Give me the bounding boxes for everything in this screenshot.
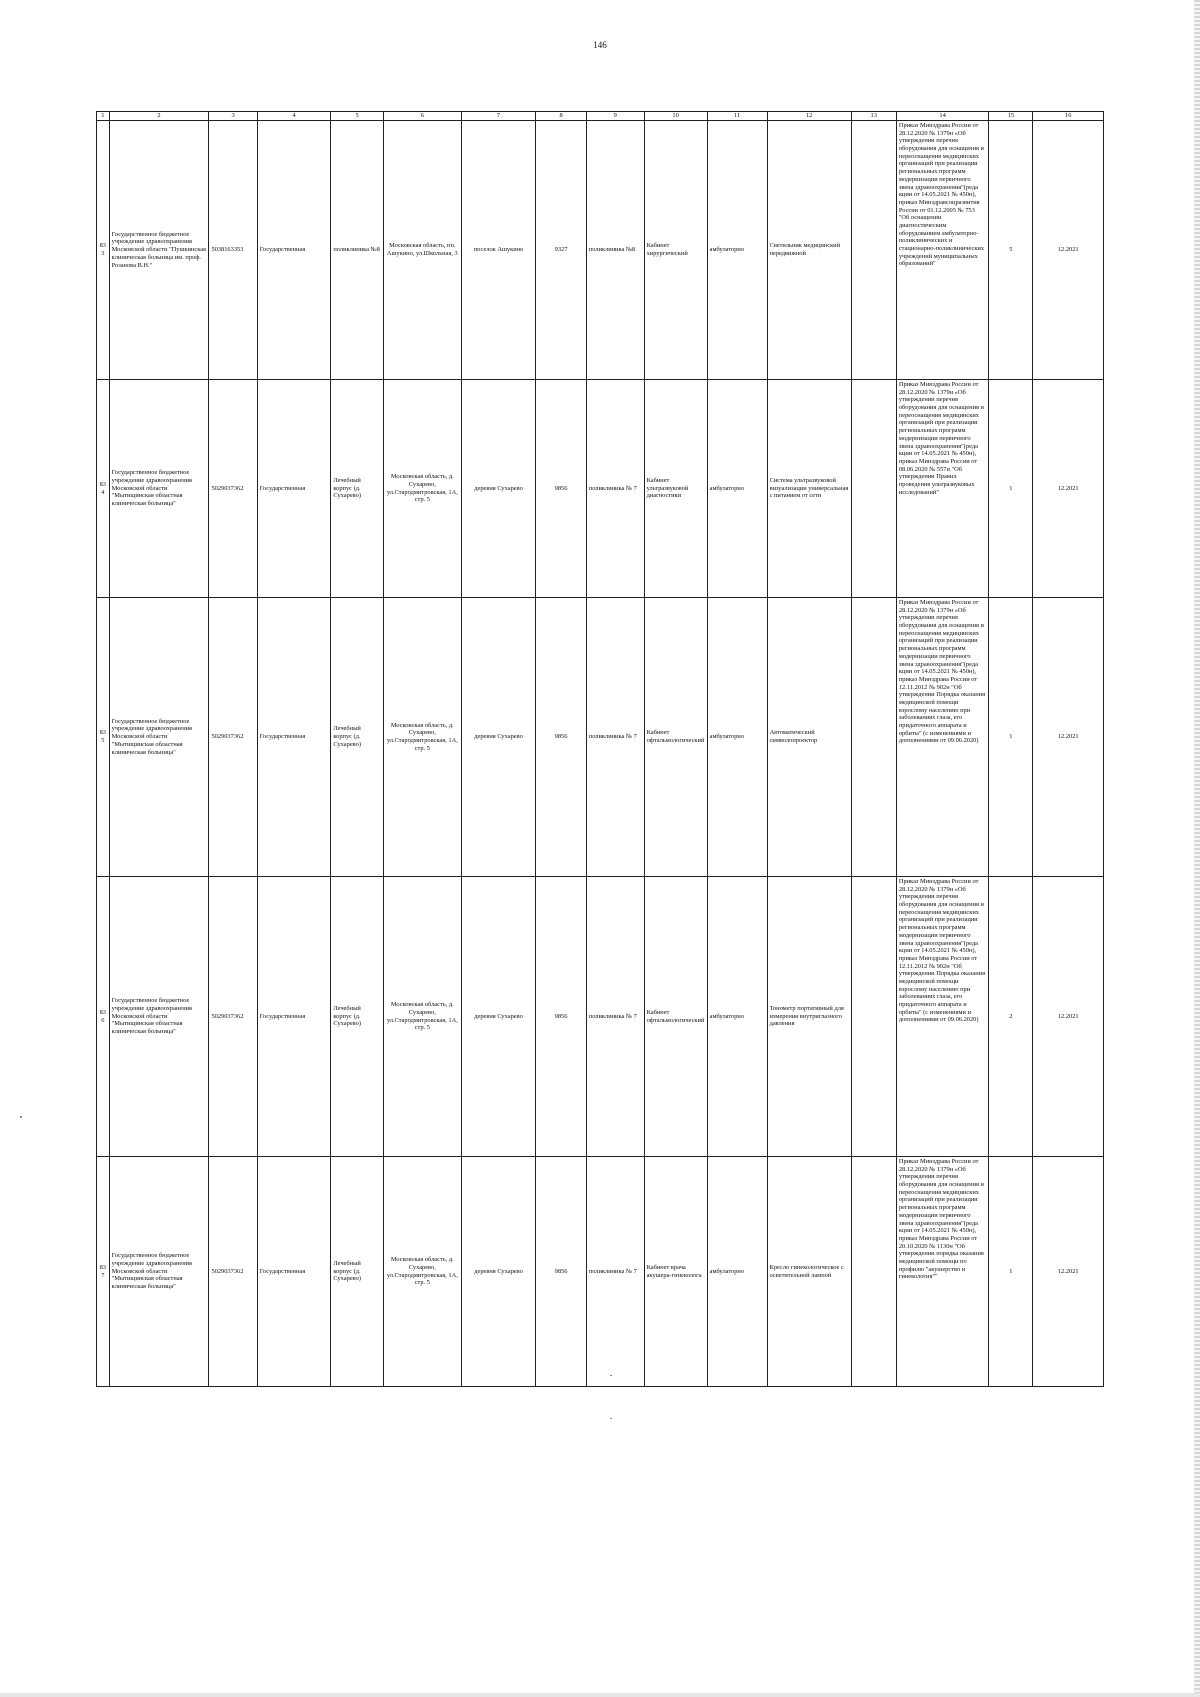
date-cell: 12.2021 — [1033, 1157, 1104, 1387]
inn-cell: 5029037362 — [209, 1157, 257, 1387]
code-cell: 9856 — [536, 877, 586, 1157]
department-cell: поликлиника № 7 — [586, 598, 644, 877]
unit-cell: Лечебный корпус (д. Сухарево) — [331, 877, 384, 1157]
department-cell: поликлиника № 7 — [586, 380, 644, 598]
locality-cell: деревня Сухарево — [461, 598, 536, 877]
column-number: 1 — [97, 112, 110, 121]
column-number: 3 — [209, 112, 257, 121]
row-number: 836 — [97, 877, 110, 1157]
date-cell: 12.2021 — [1033, 598, 1104, 877]
empty-cell — [851, 380, 896, 598]
column-number: 15 — [989, 112, 1033, 121]
date-cell: 12.2021 — [1033, 121, 1104, 380]
scan-speck — [20, 1116, 22, 1118]
empty-cell — [851, 877, 896, 1157]
institution-name: Государственное бюджетное учреждение здравоохранения Московской области "Мытищинская областная клиническая больница" — [109, 598, 209, 877]
legal-basis-cell — [896, 877, 989, 1157]
table-row — [97, 598, 1104, 877]
institution-name: Государственное бюджетное учреждение здравоохранения Московской области "Мытищинская областная клиническая больница" — [109, 1157, 209, 1387]
address-cell: Московская область, д. Сухарево, ул.Стародмитровская, 1А, стр. 5 — [383, 380, 461, 598]
care-type-cell: амбулаторно — [707, 380, 767, 598]
column-number: 9 — [586, 112, 644, 121]
ownership-cell: Государственная — [257, 121, 331, 380]
address-cell: Московская область, д. Сухарево, ул.Стародмитровская, 1А, стр. 5 — [383, 598, 461, 877]
room-cell: Кабинет офтальмологический — [644, 877, 707, 1157]
code-cell: 9856 — [536, 598, 586, 877]
scan-speck — [610, 1418, 612, 1419]
care-type-cell: амбулаторно — [707, 1157, 767, 1387]
row-number: 837 — [97, 1157, 110, 1387]
equipment-cell: Кресло гинекологическое с осветительной лампой — [767, 1157, 851, 1387]
column-number: 8 — [536, 112, 586, 121]
equipment-cell: Автоматический символопроектор — [767, 598, 851, 877]
column-number: 6 — [383, 112, 461, 121]
legal-basis-text: Приказ Минздрава России от 28.12.2020 № 1379н «Об утверждении перечня оборудования для оснащения и переоснащения медицинских организаций при реализации региональных программ модернизации первичного звена здравоохранения"(реда кции от 14.05.2021 № 450н), приказ Минздравсоцразвития России от 01.12.2005 № 753 "Об оснащении диагностическим оборудованием амбулаторно-поликлинических и стационарно-поликлинических учреждений муниципальных образований" — [898, 122, 985, 268]
equipment-cell: Светильник медицинский передвижной — [767, 121, 851, 380]
address-cell: Московская область, пп. Ашукино, ул.Школьная, 3 — [383, 121, 461, 380]
column-number: 14 — [896, 112, 989, 121]
locality-cell: деревня Сухарево — [461, 1157, 536, 1387]
page-number: 146 — [593, 40, 607, 50]
institution-name: Государственное бюджетное учреждение здравоохранения Московской области "Мытищинская областная клиническая больница" — [109, 380, 209, 598]
ownership-cell: Государственная — [257, 1157, 331, 1387]
room-cell: Кабинет офтальмологический — [644, 598, 707, 877]
legal-basis-text: Приказ Минздрава России от 28.12.2020 № 1379н «Об утверждении перечня оборудования для оснащения и переоснащения медицинских организаций при реализации региональных программ модернизации первичного звена здравоохранения"(реда кции от 14.05.2021 № 450н), приказ Минздрава России от 12.11.2012 № 902н "Об утверждении Порядка оказания медицинской помощи взрослому населению при заболеваниях глаза, его придаточного аппарата и орбиты" (с изменениями и дополнениями от 09.06.2020) — [898, 599, 986, 745]
column-number: 5 — [331, 112, 384, 121]
row-number: 835 — [97, 598, 110, 877]
code-cell: 9327 — [536, 121, 586, 380]
inn-cell: 5029037362 — [209, 380, 257, 598]
locality-cell: поселок Ашукино — [461, 121, 536, 380]
table-row — [97, 877, 1104, 1157]
legal-basis-text: Приказ Минздрава России от 28.12.2020 № 1379н «Об утверждении перечня оборудования для оснащения и переоснащения медицинских организаций при реализации региональных программ модернизации первичного звена здравоохранения"(реда кции от 14.05.2021 № 450н), приказ Минздрава России от 12.11.2012 № 902н "Об утверждении Порядка оказания медицинской помощи взрослому населению при заболеваниях глаза, его придаточного аппарата и орбиты" (с изменениями и дополнениями от 09.06.2020) — [898, 878, 986, 1024]
column-number: 2 — [109, 112, 209, 121]
legal-basis-cell — [896, 380, 989, 598]
room-cell: Кабинет врача акушера-гинеколога — [644, 1157, 707, 1387]
care-type-cell: амбулаторно — [707, 121, 767, 380]
column-number: 12 — [767, 112, 851, 121]
legal-basis-cell — [896, 1157, 989, 1387]
room-cell: Кабинет хирургический — [644, 121, 707, 380]
quantity-cell: 5 — [989, 121, 1033, 380]
table-row — [97, 380, 1104, 598]
column-number: 11 — [707, 112, 767, 121]
column-number: 13 — [851, 112, 896, 121]
room-cell: Кабинет ультразвуковой диагностики — [644, 380, 707, 598]
equipment-cell: Тонометр портативный для измерения внутриглазного давления — [767, 877, 851, 1157]
locality-cell: деревня Сухарево — [461, 380, 536, 598]
legal-basis-text: Приказ Минздрава России от 28.12.2020 № 1379н «Об утверждении перечня оборудования для оснащения и переоснащения медицинских организаций при реализации региональных программ модернизации первичного звена здравоохранения"(реда кции от 14.05.2021 № 450н), приказ Минздрава России от 08.06.2020 № 557н "Об утверждении Правил проведения ультразвуковых исследований" — [898, 381, 984, 496]
scan-edge-artifact — [1194, 0, 1200, 1697]
table-row — [97, 1157, 1104, 1387]
scan-speck — [610, 1375, 612, 1376]
code-cell: 9856 — [536, 380, 586, 598]
unit-cell: Лечебный корпус (д. Сухарево) — [331, 380, 384, 598]
code-cell: 9856 — [536, 1157, 586, 1387]
ownership-cell: Государственная — [257, 877, 331, 1157]
inn-cell: 5038163353 — [209, 121, 257, 380]
care-type-cell: амбулаторно — [707, 598, 767, 877]
date-cell: 12.2021 — [1033, 877, 1104, 1157]
legal-basis-text: Приказ Минздрава России от 28.12.2020 № 1379н «Об утверждении перечня оборудования для оснащения и переоснащения медицинских организаций при реализации региональных программ модернизации первичного звена здравоохранения"(реда кции от 14.05.2021 № 450н), приказ Минздрава России от 20.10.2020 № 1130н "Об утверждении порядка оказания медицинской помощи по профилю "акушерство и гинекология"" — [898, 1158, 984, 1281]
row-number: 833 — [97, 121, 110, 380]
column-number-row — [97, 112, 1104, 121]
column-number: 10 — [644, 112, 707, 121]
quantity-cell: 1 — [989, 380, 1033, 598]
column-number: 4 — [257, 112, 331, 121]
equipment-register-table — [96, 111, 1104, 1387]
department-cell: поликлиника № 7 — [586, 1157, 644, 1387]
institution-name: Государственное бюджетное учреждение здравоохранения Московской области "Пушкинская клиническая больница им. проф. Розанова В.Н." — [109, 121, 209, 380]
row-number: 834 — [97, 380, 110, 598]
empty-cell — [851, 598, 896, 877]
scan-bottom-artifact — [0, 1693, 1200, 1697]
care-type-cell: амбулаторно — [707, 877, 767, 1157]
table-row — [97, 121, 1104, 380]
institution-name: Государственное бюджетное учреждение здравоохранения Московской области "Мытищинская областная клиническая больница" — [109, 877, 209, 1157]
empty-cell — [851, 121, 896, 380]
column-number: 16 — [1033, 112, 1104, 121]
quantity-cell: 1 — [989, 598, 1033, 877]
department-cell: поликлиника № 7 — [586, 877, 644, 1157]
inn-cell: 5029037362 — [209, 877, 257, 1157]
department-cell: поликлиника №8 — [586, 121, 644, 380]
address-cell: Московская область, д. Сухарево, ул.Стародмитровская, 1А, стр. 5 — [383, 1157, 461, 1387]
ownership-cell: Государственная — [257, 598, 331, 877]
legal-basis-cell — [896, 121, 989, 380]
unit-cell: поликлиника №8 — [331, 121, 384, 380]
quantity-cell: 2 — [989, 877, 1033, 1157]
empty-cell — [851, 1157, 896, 1387]
column-number: 7 — [461, 112, 536, 121]
locality-cell: деревня Сухарево — [461, 877, 536, 1157]
ownership-cell: Государственная — [257, 380, 331, 598]
date-cell: 12.2021 — [1033, 380, 1104, 598]
legal-basis-cell — [896, 598, 989, 877]
quantity-cell: 1 — [989, 1157, 1033, 1387]
unit-cell: Лечебный корпус (д. Сухарево) — [331, 1157, 384, 1387]
unit-cell: Лечебный корпус (д. Сухарево) — [331, 598, 384, 877]
inn-cell: 5029037362 — [209, 598, 257, 877]
address-cell: Московская область, д. Сухарево, ул.Стародмитровская, 1А, стр. 5 — [383, 877, 461, 1157]
equipment-cell: Система ультразвуковой визуализации универсальная с питанием от сети — [767, 380, 851, 598]
